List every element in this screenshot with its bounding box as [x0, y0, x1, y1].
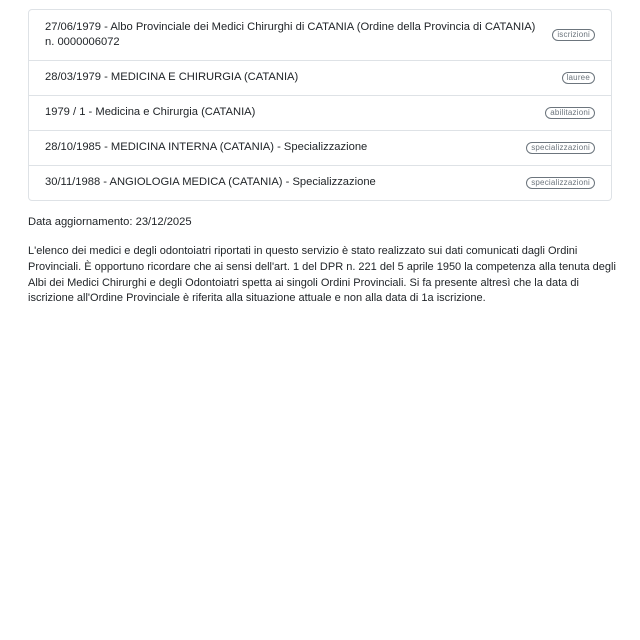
list-item-specialization	[29, 130, 611, 165]
list-item-specialization	[29, 165, 611, 200]
update-date: Data aggiornamento: 23/12/2025	[28, 216, 192, 228]
category-badge: iscrizioni	[552, 29, 595, 41]
record-text: 27/06/1979 - Albo Provinciale dei Medici Chirurghi di CATANIA (Ordine della Provincia di CATANIA) n. 0000006072	[45, 20, 536, 48]
category-badge: specializzazioni	[526, 142, 595, 154]
list-item-degree	[29, 60, 611, 95]
category-badge: specializzazioni	[526, 177, 595, 189]
record-text: 1979 / 1 - Medicina e Chirurgia (CATANIA)	[45, 106, 256, 119]
records-list	[28, 9, 612, 201]
disclaimer-text: L'elenco dei medici e degli odontoiatri riportati in questo servizio è stato realizzato sui dati comunicati dagli Ordini Provinciali. È opportuno ricordare che ai sensi dell'art. 1 del DPR n. 221 del 5 aprile 1950 la competenza alla tenuta degli Albi dei Medici Chirurghi e degli Odontoiatri spetta ai singoli Ordini Provinciali. Si fa presente altresì che la data di iscrizione all'Ordine Provinciale è riferita alla situazione attuale e non alla data di 1a iscrizione.	[28, 245, 616, 305]
category-badge: abilitazioni	[545, 107, 595, 119]
list-item-registration	[29, 10, 611, 60]
list-item-qualification	[29, 95, 611, 130]
record-text: 28/10/1985 - MEDICINA INTERNA (CATANIA) - Specializzazione	[45, 141, 368, 154]
registry-details	[28, 9, 616, 307]
record-text: 30/11/1988 - ANGIOLOGIA MEDICA (CATANIA) - Specializzazione	[45, 176, 376, 189]
category-badge: lauree	[562, 72, 595, 84]
record-text: 28/03/1979 - MEDICINA E CHIRURGIA (CATANIA)	[45, 71, 299, 84]
